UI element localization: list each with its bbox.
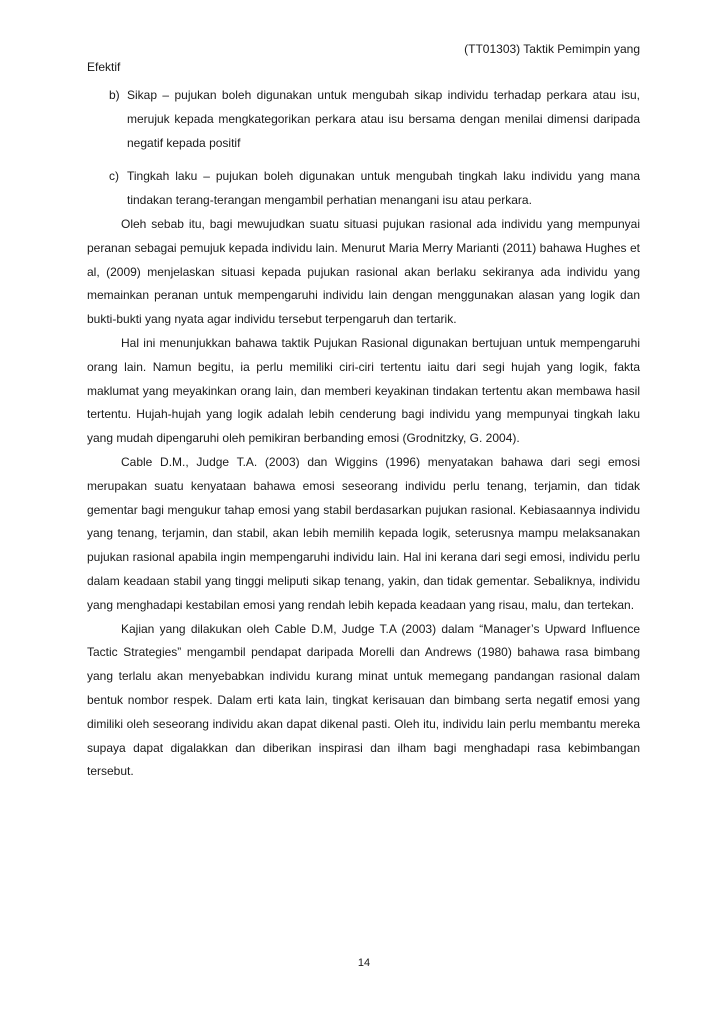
- list-item-text: Tingkah laku – pujukan boleh digunakan untuk mengubah tingkah laku individu yang mana tindakan terang-terangan mengambil perhatian menangani isu atau perkara.: [127, 169, 640, 208]
- list-item-text: Sikap – pujukan boleh digunakan untuk mengubah sikap individu terhadap perkara atau isu, merujuk kepada mengkategorikan perkara atau isu bersama dengan menilai dimensi daripada negatif kepada positif: [127, 88, 640, 150]
- paragraph: Hal ini menunjukkan bahawa taktik Pujukan Rasional digunakan bertujuan untuk mempengaruhi orang lain. Namun begitu, ia perlu memiliki ciri-ciri tertentu iaitu dari segi hujah yang logik, fakta maklumat yang meyakinkan orang lain, dan memberi keyakinan tindakan tertentu akan membawa hasil tertentu. Hujah-hujah yang logik adalah lebih cenderung bagi individu yang mempunyai tingkah laku yang mudah dipengaruhi oleh pemikiran berbanding emosi (Grodnitzky, G. 2004).: [87, 335, 640, 446]
- running-header: (TT01303) Taktik Pemimpin yang: [464, 42, 640, 56]
- list-marker: b): [109, 88, 120, 102]
- page-number: 14: [357, 957, 371, 969]
- list-marker: c): [109, 169, 119, 184]
- list-item-b: [87, 84, 640, 155]
- running-header-continuation: Efektif: [87, 60, 121, 74]
- paragraph: Cable D.M., Judge T.A. (2003) dan Wiggins (1996) menyatakan bahawa dari segi emosi merupakan suatu kenyataan bahawa emosi seseorang individu perlu tenang, terjamin, dan tidak gementar bagi mengukur tahap emosi yang stabil berdasarkan pujukan rasional. Kebiasaannya individu yang tenang, terjamin, dan stabil, akan lebih memilih kepada logik, seterusnya mampu melaksanakan pujukan rasional apabila ingin mempengaruhi individu lain. Hal ini kerana dari segi emosi, individu perlu dalam keadaan stabil yang tinggi meliputi sikap tenang, yakin, dan tidak gementar. Sebaliknya, individu yang menghadapi kestabilan emosi yang rendah lebih kepada keadaan yang risau, malu, dan tertekan.: [87, 454, 640, 612]
- paragraph: Oleh sebab itu, bagi mewujudkan suatu situasi pujukan rasional ada individu yang mempunyai peranan sebagai pemujuk kepada individu lain. Menurut Maria Merry Marianti (2011) bahawa Hughes et al, (2009) menjelaskan situasi kepada pujukan rasional akan berlaku sekiranya ada individu yang memainkan peranan untuk mempengaruhi individu lain dengan menggunakan alasan yang logik dan bukti-bukti yang nyata agar individu tersebut terpengaruh dan tertarik.: [87, 216, 640, 327]
- document-body: [87, 84, 640, 784]
- paragraph: Kajian yang dilakukan oleh Cable D.M, Judge T.A (2003) dalam “Manager’s Upward Influence Tactic Strategies” mengambil pendapat daripada Morelli dan Andrews (1980) bahawa rasa bimbang yang terlalu akan menyebabkan individu kurang minat untuk memegang pandangan rasional dalam bentuk nombor respek. Dalam erti kata lain, tingkat kerisauan dan bimbang serta negatif emosi yang dimiliki oleh seseorang individu akan dapat dikenal pasti. Oleh itu, individu lain perlu membantu mereka supaya dapat digalakkan dan diberikan inspirasi dan ilham bagi menghadapi rasa kebimbangan tersebut.: [87, 621, 640, 779]
- list-item-c: [87, 165, 640, 213]
